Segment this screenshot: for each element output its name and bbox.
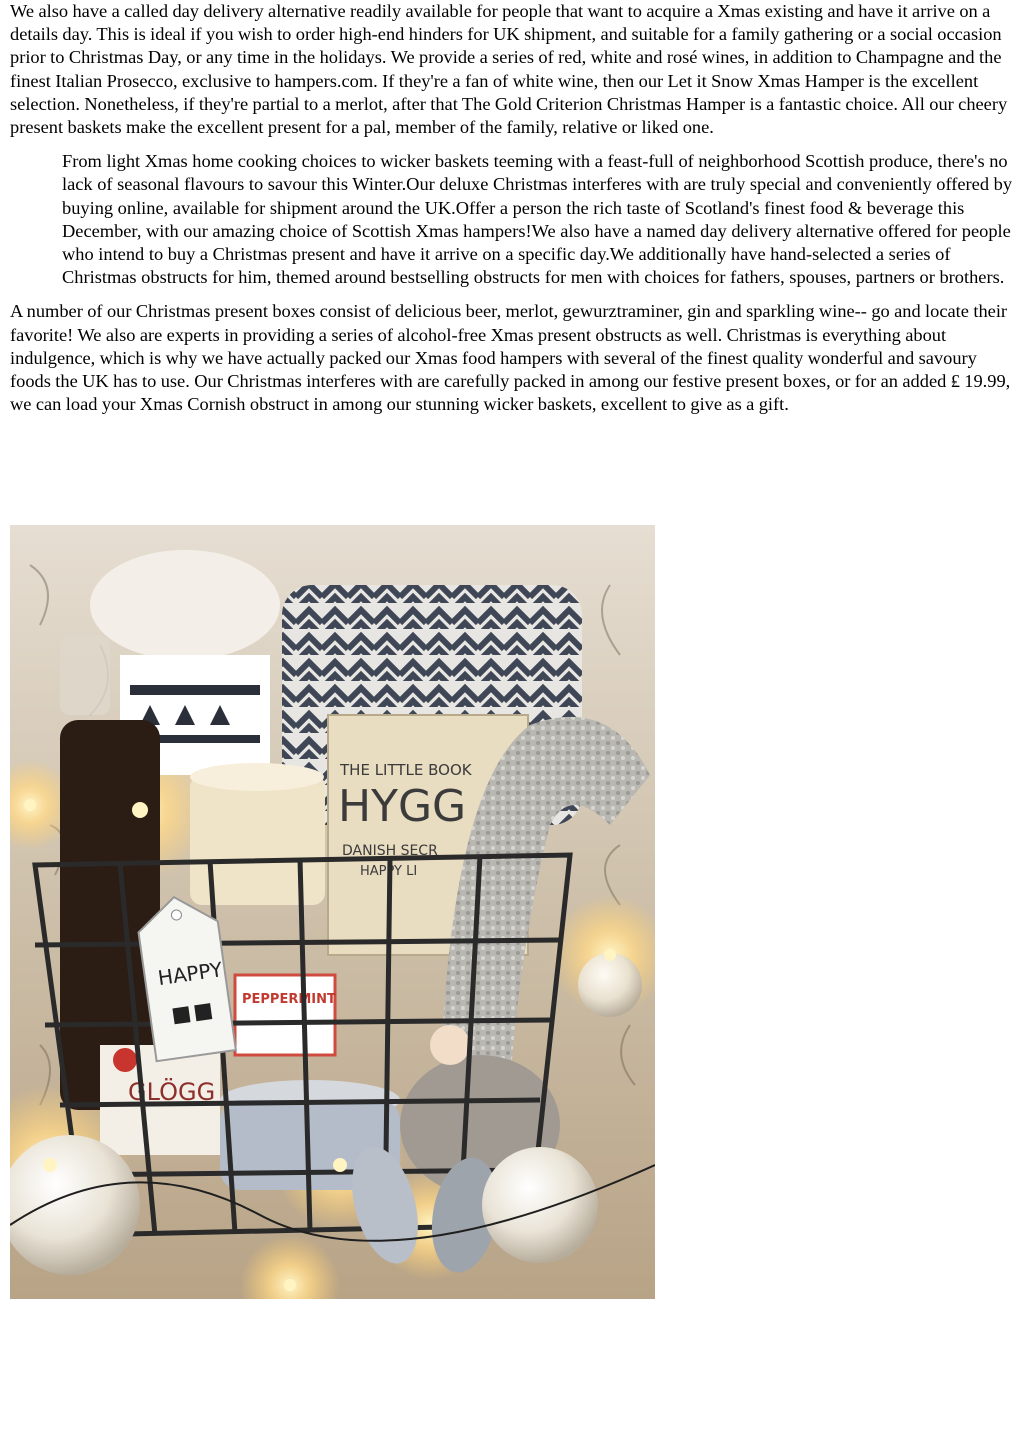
body-paragraph-1: We also have a called day delivery alternative readily available for people that want to acquire a Xmas existing and have it arrive on a details day. This is ideal if you wish to order high-end hinders for UK shipment, and suitable for a family gathering or a social occasion prior to Christmas Day, or any time in the holidays. We provide a series of red, white and rosé wines, in addition to Champagne and the finest Italian Prosecco, exclusive to hampers.com. If they're a fan of white wine, then our Let it Snow Xmas Hamper is the excellent selection. Nonetheless, if they're partial to a merlot, after that The Gold Criterion Christmas Hamper is a fantastic choice. All our cheery present baskets make the excellent present for a pal, member of the family, relative or liked one. bbox=[10, 1, 1008, 138]
bottle-label: GLÖGG bbox=[128, 1078, 216, 1106]
peppermint-label: PEPPERMINT bbox=[242, 992, 336, 1007]
peppermint-box bbox=[235, 975, 336, 1055]
blockquote-text: From light Xmas home cooking choices to wicker baskets teeming with a feast-full of neighborhood Scottish produce, there's no lack of seasonal flavours to savour this Winter.Our deluxe Christmas interferes with are truly special and conveniently offered by buying online, available for shipment around the UK.Offer a person the rich taste of Scotland's finest food & beverage this December, with our amazing choice of Scottish Xmas hampers!We also have a named day delivery alternative offered for people who intend to buy a Christmas present and have it arrive on a specific day.We additionally have hand-selected a series of Christmas obstructs for him, themed around bestselling obstructs for men with choices for fathers, spouses, partners or brothers. bbox=[62, 151, 1013, 288]
indented-blockquote bbox=[62, 150, 1014, 289]
silver-ornament-small bbox=[578, 953, 642, 1017]
silver-ornament-right bbox=[482, 1147, 598, 1263]
christmas-hamper-photo bbox=[10, 525, 655, 1299]
book-title-line-2: HYGG bbox=[338, 781, 467, 832]
book-title-line-1: THE LITTLE BOOK bbox=[340, 761, 472, 779]
book-title-line-3: DANISH SECR bbox=[342, 843, 438, 859]
gnome-nose bbox=[430, 1025, 470, 1065]
fuzzy-sock-top bbox=[90, 550, 280, 660]
book-title-line-4: HAPPY LI bbox=[360, 864, 418, 879]
body-paragraph-2: A number of our Christmas present boxes consist of delicious beer, merlot, gewurztraminer, gin and sparkling wine-- go and locate their favorite! We also are experts in providing a series of alcohol-free Xmas present obstructs as well. Christmas is everything about indulgence, which is why we have actually packed our Xmas food hampers with several of the finest quality wonderful and savoury foods the UK has to use. Our Christmas interferes with are carefully packed in among our festive present boxes, or for an added ₤ 19.99, we can load your Xmas Cornish obstruct in among our stunning wicker baskets, excellent to give as a gift. bbox=[10, 301, 1011, 415]
gift-tag-text: HAPPY bbox=[156, 957, 224, 991]
